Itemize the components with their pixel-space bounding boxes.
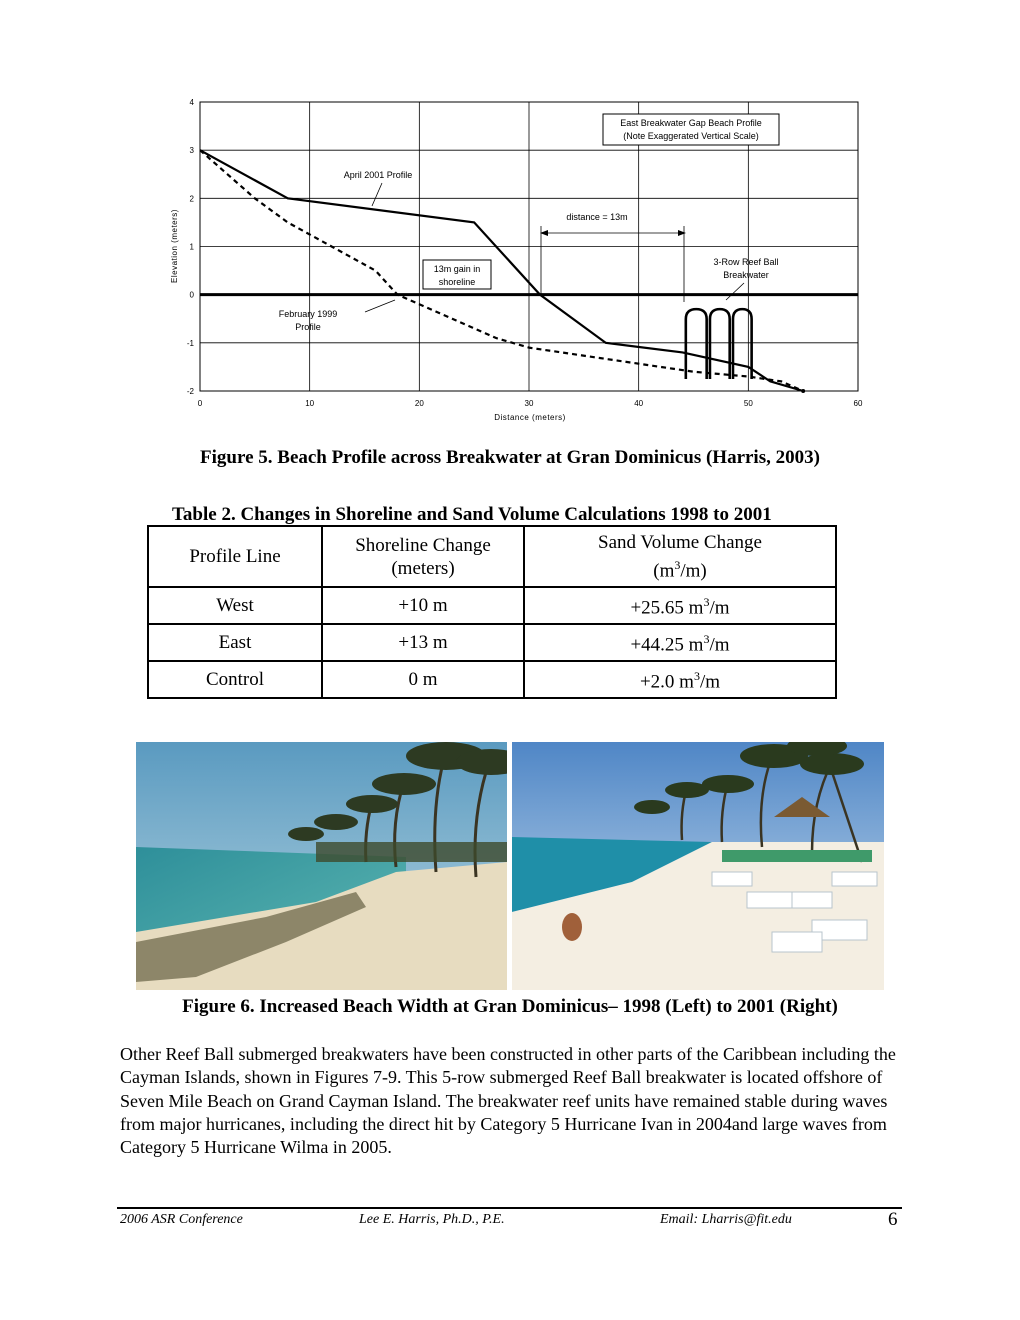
reef-label-1: 3-Row Reef Ball [713, 257, 779, 267]
x-tick-label: 30 [524, 399, 534, 408]
x-tick-label: 60 [853, 399, 863, 408]
x-tick-label: 40 [634, 399, 644, 408]
gain-label-1: 13m gain in [433, 264, 481, 274]
x-tick-label: 50 [743, 399, 753, 408]
cell-profile: Control [148, 661, 322, 698]
table-row [148, 587, 836, 624]
header-sand-volume-change: Sand Volume Change $(m^3/m)$ [524, 526, 836, 587]
gain-label-2: shoreline [438, 277, 476, 287]
cell-sand: +44.25 $m^3/m$ [524, 624, 836, 661]
distance-label: distance = 13m [566, 212, 628, 222]
cell-shoreline: +10 m [322, 587, 524, 624]
page-number: 6 [888, 1209, 898, 1230]
footer-conference: 2006 ASR Conference [120, 1212, 243, 1227]
reef-label-2: Breakwater [723, 270, 769, 280]
y-tick-label: 1 [189, 242, 194, 252]
chart-title: East Breakwater Gap Beach Profile [620, 118, 762, 128]
x-axis-label: Distance (meters) [494, 413, 566, 422]
cell-profile: West [148, 587, 322, 624]
figure-6-caption: Figure 6. Increased Beach Width at Gran Dominicus– 1998 (Left) to 2001 (Right) [182, 996, 838, 1017]
header-profile-line: Profile Line [148, 526, 322, 587]
x-tick-label: 0 [197, 399, 203, 408]
y-axis-label: Elevation (meters) [170, 209, 179, 283]
shoreline-table [147, 525, 837, 699]
april-profile-label: April 2001 Profile [343, 170, 413, 180]
figure-5-caption: Figure 5. Beach Profile across Breakwater at Gran Dominicus (Harris, 2003) [200, 447, 820, 468]
footer-rule [117, 1207, 902, 1209]
beach-photo-1998 [136, 742, 507, 990]
cell-profile: East [148, 624, 322, 661]
feb-profile-label-1: February 1999 [278, 309, 338, 319]
table-2-caption: Table 2. Changes in Shoreline and Sand Volume Calculations 1998 to 2001 [172, 504, 772, 525]
y-tick-label: -1 [186, 338, 194, 348]
beach-profile-chart [160, 90, 880, 430]
cell-shoreline: +13 m [322, 624, 524, 661]
header-shoreline-change: Shoreline Change (meters) [322, 526, 524, 587]
y-tick-label: 3 [189, 146, 194, 156]
feb-profile-label-2: Profile [295, 322, 321, 332]
cell-sand: +2.0 $m^3/m$ [524, 661, 836, 698]
profile-end-point [801, 389, 805, 393]
x-tick-label: 20 [414, 399, 424, 408]
footer-author: Lee E. Harris, Ph.D., P.E. [359, 1212, 505, 1227]
y-tick-label: 2 [189, 194, 194, 204]
chart-subtitle: (Note Exaggerated Vertical Scale) [623, 131, 759, 141]
table-header-row [148, 526, 836, 587]
y-tick-label: -2 [186, 387, 194, 396]
y-tick-label: 0 [189, 290, 194, 300]
body-paragraph: Other Reef Ball submerged breakwaters have been constructed in other parts of the Caribbean including the Cayman Islands, shown in Figures 7-9. This 5-row submerged Reef Ball breakwater is located offshore of Seven Mile Beach on Grand Cayman Island. The breakwater reef units have remained stable during waves from major hurricanes, including the direct hit by Category 5 Hurricane Ivan in 2004and large waves from Category 5 Hurricane Wilma in 2005. [120, 1044, 896, 1158]
table-row [148, 624, 836, 661]
y-tick-label: 4 [189, 98, 194, 107]
x-tick-label: 10 [305, 399, 315, 408]
cell-sand: +25.65 $m^3/m$ [524, 587, 836, 624]
table-row [148, 661, 836, 698]
beach-photo-2001 [512, 742, 884, 990]
footer-email: Email: Lharris@fit.edu [660, 1212, 792, 1227]
cell-shoreline: 0 m [322, 661, 524, 698]
